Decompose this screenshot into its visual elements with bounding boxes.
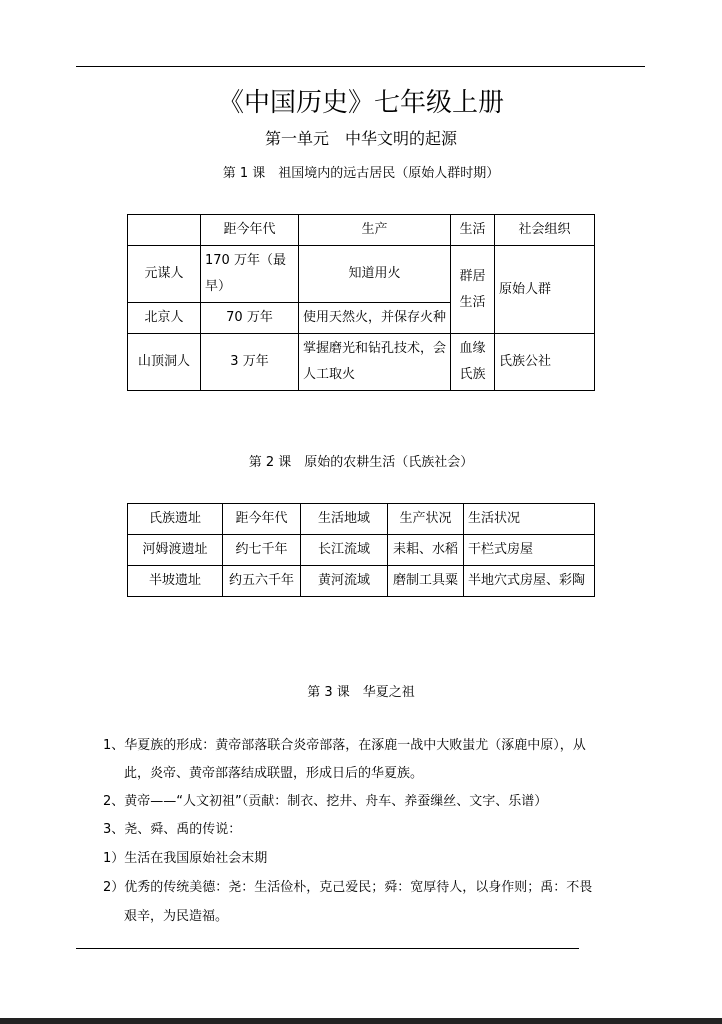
lesson-1-heading: 第 1 课 祖国境内的远古居民（原始人群时期）	[222, 166, 500, 181]
table-cell: 磨制工具粟	[388, 566, 464, 597]
table-cell: 原始人群	[495, 246, 595, 334]
table-header-cell: 生活	[451, 215, 495, 246]
table-cell: 70 万年	[201, 303, 299, 334]
page-title: 《中国历史》七年级上册	[217, 88, 504, 118]
header-rule	[76, 66, 645, 67]
table-header-cell	[128, 215, 201, 246]
table-row	[128, 566, 595, 597]
table-cell: 血缘氏族	[451, 334, 495, 391]
table-header-cell: 氏族遗址	[128, 504, 223, 535]
table-header-cell: 生活地域	[301, 504, 388, 535]
lesson-3-point: 此，炎帝、黄帝部落结成联盟，形成日后的华夏族。	[124, 766, 424, 781]
table-cell: 使用天然火，并保存火种	[299, 303, 451, 334]
lesson-3-heading: 第 3 课 华夏之祖	[307, 685, 415, 700]
lesson-3-point: 2、黄帝——“人文初祖”（贡献：制衣、挖井、舟车、养蚕缫丝、文字、乐谱）	[103, 794, 548, 809]
table-cell: 干栏式房屋	[464, 535, 595, 566]
table-row	[128, 334, 595, 391]
table-cell: 北京人	[128, 303, 201, 334]
lesson-2-table	[127, 503, 595, 597]
table-header-cell: 生活状况	[464, 504, 595, 535]
table-cell: 170 万年（最早）	[201, 246, 299, 303]
footer-rule	[76, 948, 579, 949]
lesson-3-point: 1）生活在我国原始社会末期	[103, 851, 268, 866]
table-header-row	[128, 215, 595, 246]
table-header-cell: 生产	[299, 215, 451, 246]
table-header-cell: 距今年代	[201, 215, 299, 246]
table-cell: 半坡遗址	[128, 566, 223, 597]
table-cell: 元谋人	[128, 246, 201, 303]
lesson-3-point: 3、尧、舜、禹的传说：	[103, 822, 242, 837]
lesson-3-point: 艰辛，为民造福。	[124, 909, 229, 924]
table-header-cell: 生产状况	[388, 504, 464, 535]
lesson-3-point: 1、华夏族的形成：黄帝部落联合炎帝部落，在涿鹿一战中大败蚩尤（涿鹿中原），从	[103, 738, 586, 753]
table-cell: 山顶洞人	[128, 334, 201, 391]
unit-heading: 第一单元 中华文明的起源	[264, 129, 457, 148]
table-cell: 耒耜、水稻	[388, 535, 464, 566]
table-header-cell: 距今年代	[223, 504, 301, 535]
table-cell: 掌握磨光和钻孔技术，会人工取火	[299, 334, 451, 391]
lesson-3-point: 2）优秀的传统美德：尧：生活俭朴，克己爱民；舜：宽厚待人，以身作则；禹：不畏	[103, 880, 593, 895]
table-cell: 氏族公社	[495, 334, 595, 391]
footer-bar	[0, 1018, 722, 1024]
table-row	[128, 535, 595, 566]
lesson-2-heading: 第 2 课 原始的农耕生活（氏族社会）	[248, 455, 474, 470]
table-cell: 河姆渡遗址	[128, 535, 223, 566]
table-cell: 长江流域	[301, 535, 388, 566]
table-cell: 3 万年	[201, 334, 299, 391]
table-row	[128, 246, 595, 303]
table-cell: 半地穴式房屋、彩陶	[464, 566, 595, 597]
table-header-cell: 社会组织	[495, 215, 595, 246]
table-cell: 知道用火	[299, 246, 451, 303]
lesson-1-table	[127, 214, 595, 391]
table-cell: 黄河流域	[301, 566, 388, 597]
table-cell: 约七千年	[223, 535, 301, 566]
table-cell: 约五六千年	[223, 566, 301, 597]
table-cell: 群居生活	[451, 246, 495, 334]
table-header-row	[128, 504, 595, 535]
